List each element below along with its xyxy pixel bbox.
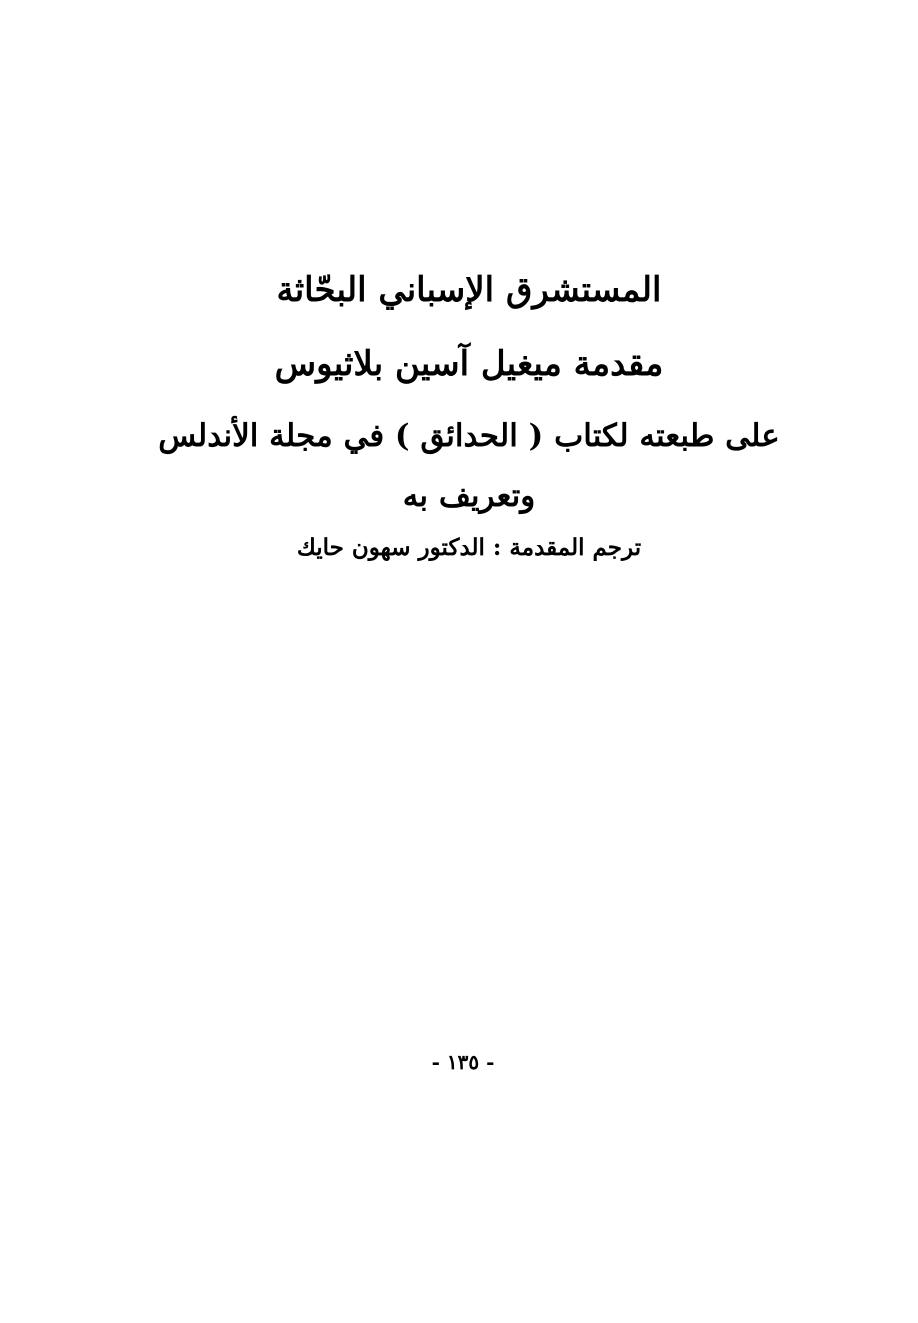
translator-credit: ترجم المقدمة : الدكتور سهون حايك — [296, 534, 642, 561]
page-number: - ١٣٥ - — [431, 1050, 495, 1074]
title-line-2: مقدمة ميغيل آسين بلاثيوس — [274, 344, 664, 384]
title-line-4: وتعريف به — [402, 478, 536, 514]
title-line-1: المستشرق الإسباني البحّاثة — [276, 270, 662, 310]
title-line-3: على طبعته لكتاب ( الحدائق ) في مجلة الأندلس — [158, 418, 780, 454]
